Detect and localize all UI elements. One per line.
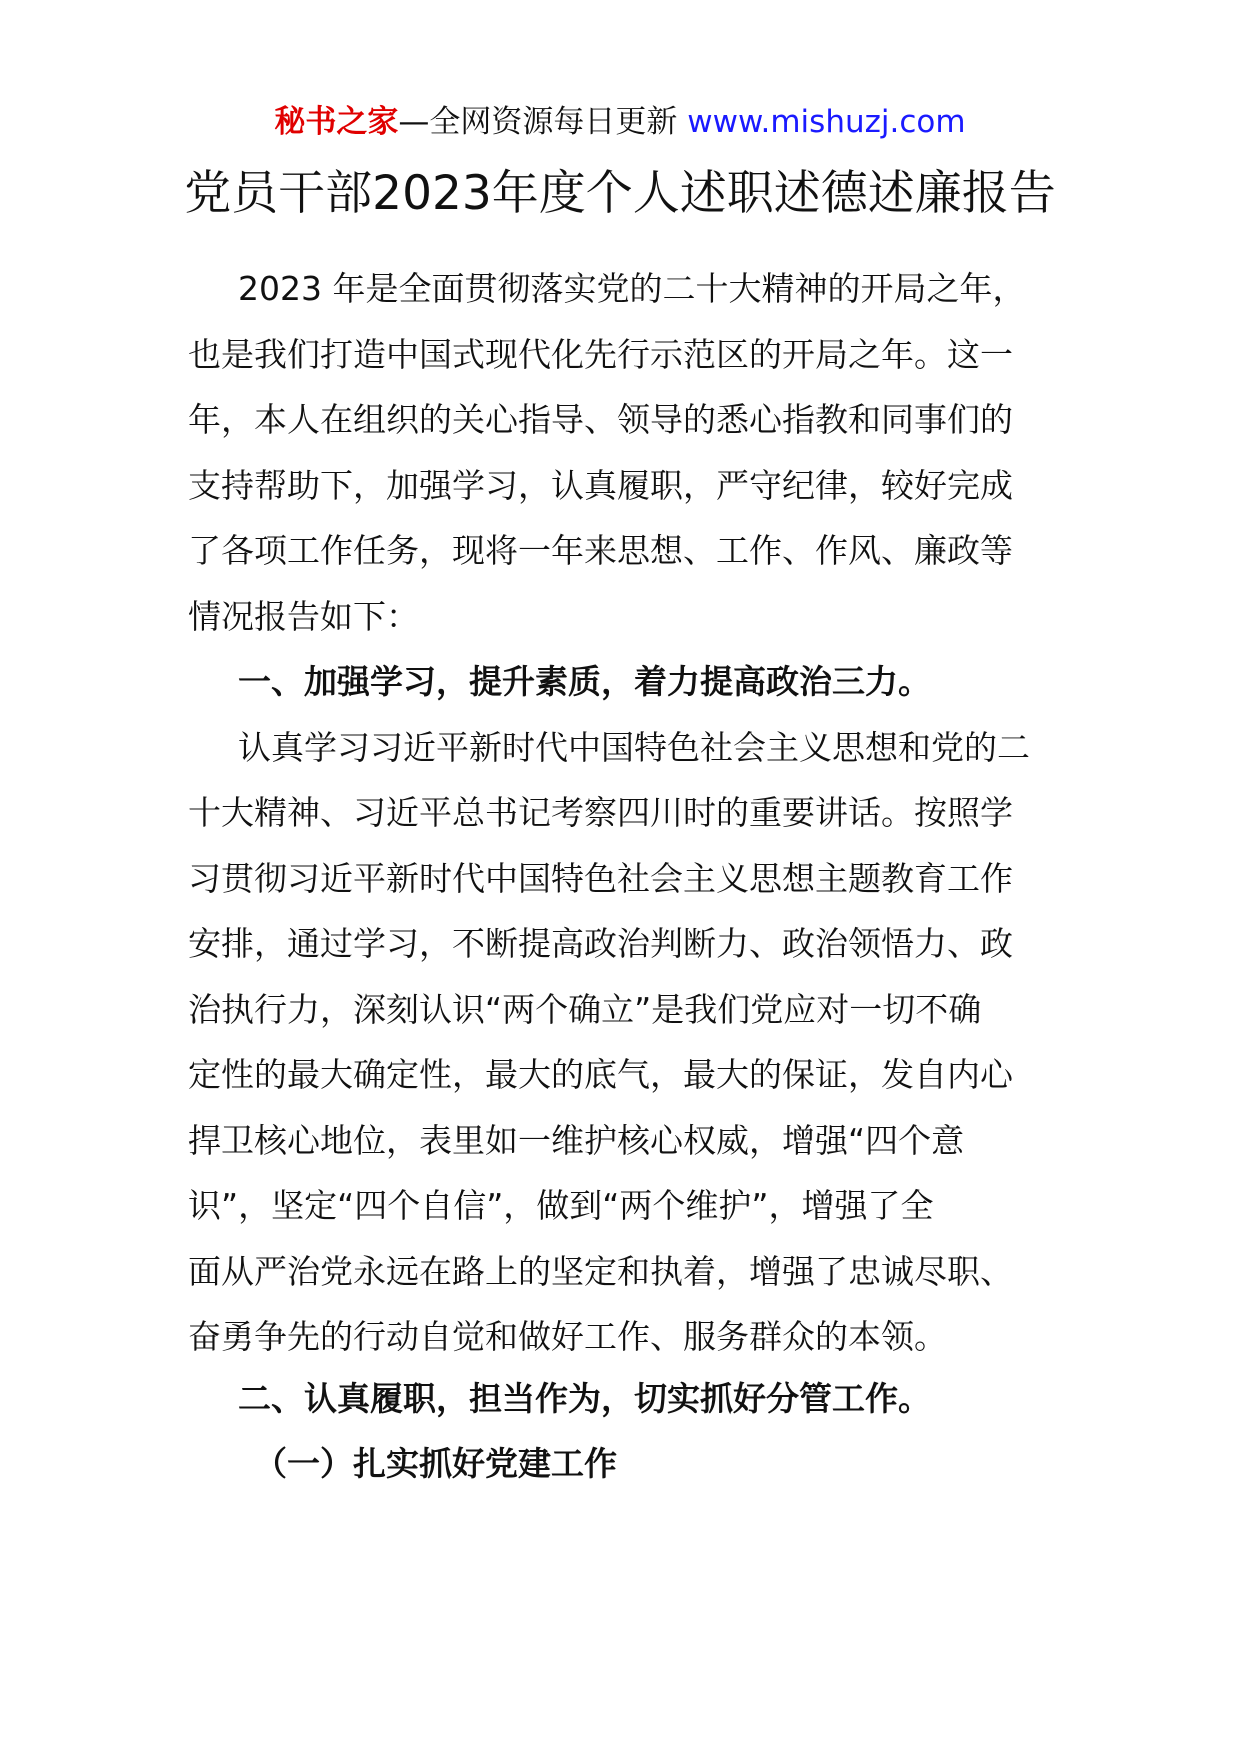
section-1-heading: 一、加强学习，提升素质，着力提高政治三力。 [238, 662, 931, 701]
section-1-line: 习贯彻习近平新时代中国特色社会主义思想主题教育工作 [188, 858, 1013, 898]
section-1-line: 安排，通过学习，不断提高政治判断力、政治领悟力、政 [188, 924, 1013, 963]
section-1-line: 治执行力，深刻认识“两个确立”是我们党应对一切不确 [188, 989, 982, 1029]
document-body [188, 256, 1056, 1497]
site-url[interactable]: www.mishuzj.com [687, 104, 966, 140]
intro-line: 2023 年是全面贯彻落实党的二十大精神的开局之年， [238, 269, 1026, 308]
section-1-line: 面从严治党永远在路上的坚定和执着，增强了忠诚尽职、 [188, 1251, 1013, 1291]
intro-line: 年，本人在组织的关心指导、领导的悉心指教和同事们的 [188, 400, 1013, 439]
intro-line: 情况报告如下： [188, 596, 419, 636]
section-2-heading: 二、认真履职，担当作为，切实抓好分管工作。 [238, 1378, 931, 1418]
section-1-line: 识”，坚定“四个自信”，做到“两个维护”，增强了全 [188, 1186, 934, 1225]
intro-paragraph [188, 256, 1056, 649]
document-title: 党员干部2023年度个人述职述德述廉报告 [184, 166, 1056, 221]
section-1-paragraph [188, 715, 1056, 1370]
brand-tagline: —全网资源每日更新 [398, 104, 688, 140]
section-1-line: 十大精神、习近平总书记考察四川时的重要讲话。按照学 [188, 793, 1013, 832]
site-watermark-header [0, 100, 1240, 144]
intro-line: 支持帮助下，加强学习，认真履职，严守纪律，较好完成 [188, 465, 1013, 505]
intro-line: 也是我们打造中国式现代化先行示范区的开局之年。这一 [188, 334, 1013, 374]
section-1-line: 捍卫核心地位，表里如一维护核心权威，增强“四个意 [188, 1120, 965, 1160]
section-1-line: 定性的最大确定性，最大的底气，最大的保证，发自内心 [188, 1055, 1013, 1094]
section-1-line: 认真学习习近平新时代中国特色社会主义思想和党的二 [238, 727, 1030, 767]
intro-line: 了各项工作任务，现将一年来思想、工作、作风、廉政等 [188, 531, 1013, 570]
section-1-line: 奋勇争先的行动自觉和做好工作、服务群众的本领。 [188, 1317, 947, 1356]
brand-name: 秘书之家 [274, 104, 399, 140]
section-2-subheading: （一）扎实抓好党建工作 [254, 1444, 617, 1483]
